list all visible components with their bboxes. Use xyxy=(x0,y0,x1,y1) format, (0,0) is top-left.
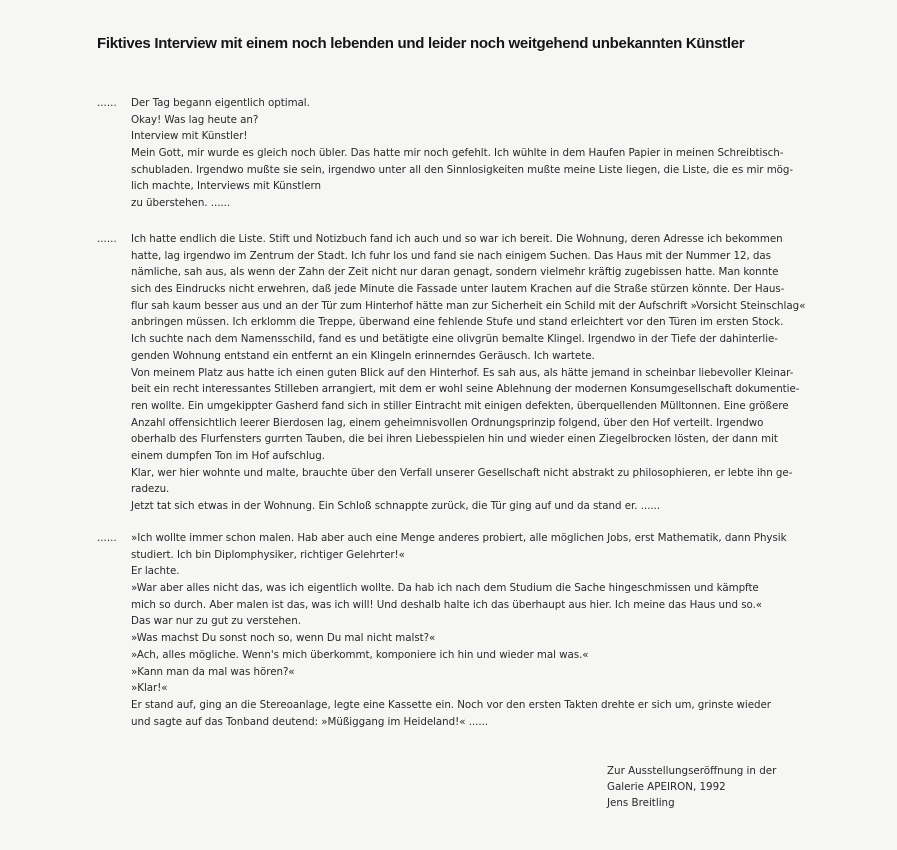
text-line: mich so durch. Aber malen ist das, was ich will! Und deshalb halte ich das überhaupt aus hier. Ich meine das Haus und so.« xyxy=(131,598,763,611)
text-line: zu überstehen. ...... xyxy=(131,197,231,210)
document-title: Fiktives Interview mit einem noch lebenden und leider noch weitgehend unbekannten Künstler xyxy=(97,35,745,52)
text-line: schubladen. Irgendwo mußte sie sein, irgendwo unter all den Sinnlosigkeiten mußte meine Liste liegen, die Liste, die es mir mög- xyxy=(131,163,794,176)
text-line: »War aber alles nicht das, was ich eigentlich wollte. Da hab ich nach dem Studium die Sache hingeschmissen und kämpfte xyxy=(131,582,759,595)
ellipsis-lead: ...... xyxy=(97,233,117,245)
text-line: Ich suchte nach dem Namensschild, fand es und betätigte eine olivgrün bemalte Klingel. Irgendwo in der Tiefe der dahinterlie- xyxy=(131,333,778,346)
text-line: ren wollte. Ein umgekippter Gasherd fand sich in stiller Eintracht mit einigen defekten, überquellenden Mülltonnen. Eine größere xyxy=(131,399,789,412)
text-line: Jetzt tat sich etwas in der Wohnung. Ein Schloß schnappte zurück, die Tür ging auf und da stand er. ...... xyxy=(131,500,661,512)
signature-gallery: Galerie APEIRON, 1992 xyxy=(607,781,726,793)
text-line: Von meinem Platz aus hatte ich einen guten Blick auf den Hinterhof. Es sah aus, als hätte jemand in scheinbar liebevoller Kleinar- xyxy=(131,366,794,379)
text-line: und sagte auf das Tonband deutend: »Müßiggang im Heideland!« ...... xyxy=(131,715,489,728)
text-line: Er stand auf, ging an die Stereoanlage, legte eine Kassette ein. Noch vor den ersten Takten drehte er sich um, grinste wieder xyxy=(131,698,771,711)
text-line: beit ein recht interessantes Stilleben arrangiert, mit dem er wohl seine Ablehnung der modernen Konsumgesellschaft dokumentie- xyxy=(131,383,800,396)
text-line: hatte, lag irgendwo im Zentrum der Stadt. Ich fuhr los und fand sie nach einigem Suchen. Das Haus mit der Nummer 12, das xyxy=(131,249,771,262)
text-line: Das war nur zu gut zu verstehen. xyxy=(131,615,301,628)
text-section-1 xyxy=(97,95,827,212)
text-line: Anzahl offensichtlich leerer Bierdosen lag, einem geheimnisvollen Ordnungsprinzip folgend, über den Hof verteilt. Irgendwo xyxy=(131,416,764,429)
text-line: Er lachte. xyxy=(131,565,180,578)
text-line: »Ich wollte immer schon malen. Hab aber auch eine Menge anderes probiert, alle möglichen Jobs, erst Mathematik, dann Physik xyxy=(131,532,787,544)
text-line: radezu. xyxy=(131,483,170,496)
text-line: Klar, wer hier wohnte und malte, brauchte über den Verfall unserer Gesellschaft nicht abstrakt zu philosophieren, er lebte ihn ge- xyxy=(131,466,793,479)
ellipsis-lead: ...... xyxy=(97,97,117,109)
text-line: sich des Eindrucks nicht erwehren, daß jede Minute die Fassade unter lautem Krachen auf die Straße stürzen könnte. Der Haus- xyxy=(131,283,785,296)
signature-occasion: Zur Ausstellungseröffnung in der xyxy=(607,765,777,777)
text-line: Okay! Was lag heute an? xyxy=(131,113,259,126)
ellipsis-lead: ...... xyxy=(97,532,117,544)
text-line: »Ach, alles mögliche. Wenn's mich überkommt, komponiere ich hin und wieder mal was.« xyxy=(131,648,589,661)
signature-author: Jens Breitling xyxy=(607,797,675,809)
text-section-2 xyxy=(97,231,827,515)
text-line: lich machte, Interviews mit Künstlern xyxy=(131,180,321,193)
text-line: nämliche, sah aus, als wenn der Zahn der Zeit nicht nur daran genagt, sondern vielmehr kräftig zugebissen hatte. Man konnte xyxy=(131,266,779,279)
text-line: Ich hatte endlich die Liste. Stift und Notizbuch fand ich auch und so war ich bereit. Die Wohnung, deren Adresse ich bekommen xyxy=(131,233,783,245)
text-line: anbringen müssen. Ich erklomm die Treppe, überwand eine fehlende Stufe und stand erleichtert vor den Türen im ersten Stock. xyxy=(131,316,784,329)
text-line: genden Wohnung entstand ein entfernt an ein Klingeln erinnerndes Geräusch. Ich wartete. xyxy=(131,349,595,362)
text-line: Mein Gott, mir wurde es gleich noch übler. Das hatte mir noch gefehlt. Ich wühlte in dem Haufen Papier in meinen Schreibtisch- xyxy=(131,147,784,160)
text-line: Der Tag begann eigentlich optimal. xyxy=(131,97,310,109)
text-line: oberhalb des Flurfensters gurrten Tauben, die bei ihren Liebesspielen hin und wieder einen Ziegelbrocken lösten, der dann mit xyxy=(131,433,778,446)
text-line: studiert. Ich bin Diplomphysiker, richtiger Gelehrter!« xyxy=(131,548,405,561)
text-line: »Klar!« xyxy=(131,682,168,695)
text-line: »Was machst Du sonst noch so, wenn Du mal nicht malst?« xyxy=(131,632,436,645)
text-section-3 xyxy=(97,530,827,730)
text-line: einem dumpfen Ton im Hof aufschlug. xyxy=(131,449,325,462)
signature-block xyxy=(607,763,776,811)
text-line: »Kann man da mal was hören?« xyxy=(131,665,295,678)
text-line: Interview mit Künstler! xyxy=(131,130,248,143)
text-line: flur sah kaum besser aus und an der Tür zum Hinterhof hätte man zur Sicherheit ein Schild mit der Aufschrift »Vorsicht Steinschlag« xyxy=(131,299,806,312)
